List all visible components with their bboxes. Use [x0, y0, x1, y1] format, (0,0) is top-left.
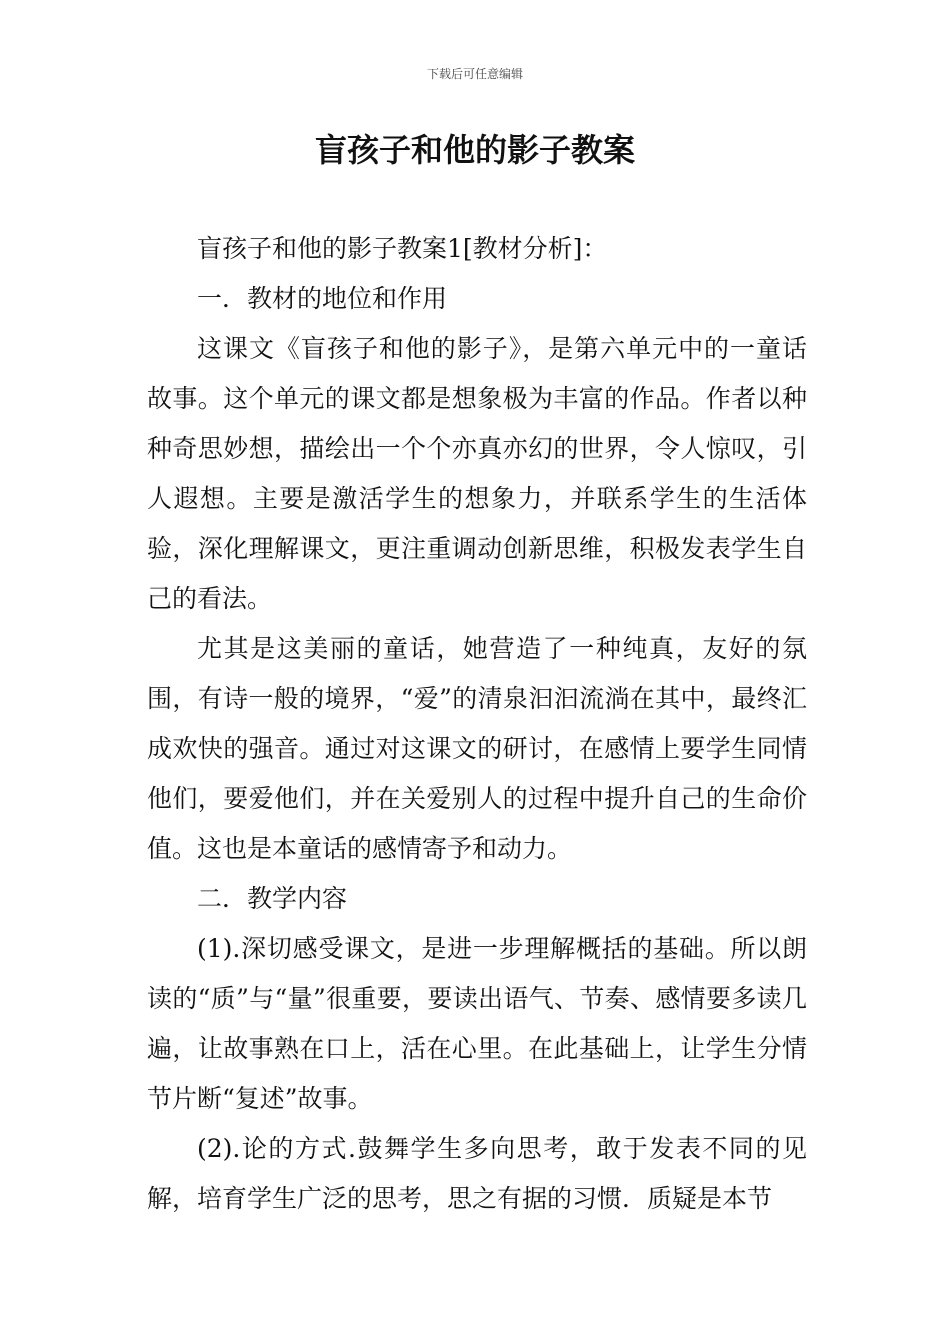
section-heading-2: 二．教学内容 — [197, 884, 348, 913]
section-heading-1: 一．教材的地位和作用 — [197, 284, 448, 313]
paragraph-content-2: (2).论的方式.鼓舞学生多向思考，敢于发表不同的见解，培育学生广泛的思考，思之有据的习惯．质疑是本节 — [147, 1134, 807, 1213]
document-title: 盲孩子和他的影子教案 — [314, 131, 635, 169]
paragraph-content-1: (1).深切感受课文，是进一步理解概括的基础。所以朗读的“质”与“量”很重要，要读出语气、节奏、感情要多读几遍，让故事熟在口上，活在心里。在此基础上，让学生分情节片断“复述”故事。 — [147, 934, 807, 1113]
page-header-note: 下载后可任意编辑 — [426, 67, 523, 81]
paragraph-intro: 盲孩子和他的影子教案1[教材分析]： — [197, 234, 608, 263]
document-body — [147, 224, 807, 1224]
paragraph-text-position: 这课文《盲孩子和他的影子》，是第六单元中的一童话故事。这个单元的课文都是想象极为丰富的作品。作者以种种奇思妙想，描绘出一个个亦真亦幻的世界，令人惊叹，引人遐想。主要是激活学生的想象力，并联系学生的生活体验，深化理解课文，更注重调动创新思维，积极发表学生自己的看法。 — [147, 334, 807, 613]
paragraph-text-emotion: 尤其是这美丽的童话，她营造了一种纯真，友好的氛围，有诗一般的境界，“爱”的清泉汩汩流淌在其中，最终汇成欢快的强音。通过对这课文的研讨，在感情上要学生同情他们，要爱他们，并在关爱别人的过程中提升自己的生命价值。这也是本童话的感情寄予和动力。 — [147, 634, 807, 863]
